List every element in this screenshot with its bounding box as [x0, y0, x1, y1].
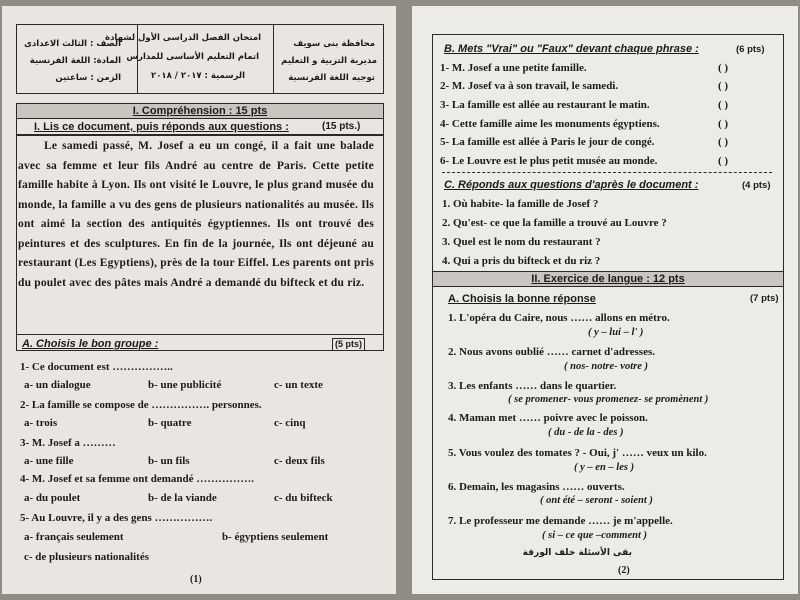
exercise-7: 7. Le professeur me demande …… je m'appelle. [448, 515, 673, 527]
part-b-title: B. Mets "Vrai" ou "Faux" devant chaque phrase : [444, 43, 699, 55]
question-4: 4- M. Josef et sa femme ont demandé ……………. [20, 473, 255, 485]
q3-option-a: a- une fille [24, 455, 74, 467]
header-right-line-2: مديرية التربية و التعليم [281, 56, 377, 66]
continue-on-back-note: بقى الأسئلة خلف الورقة [522, 548, 632, 558]
question-5: 5- Au Louvre, il y a des gens ……………. [20, 512, 213, 524]
q2-option-b: b- quatre [148, 417, 192, 429]
vf-answer-1[interactable]: ( ) [718, 62, 729, 74]
header-left-line-3: الزمن : ساعتين [55, 73, 121, 83]
q3-option-b: b- un fils [148, 455, 190, 467]
question-3: 3- M. Josef a ……… [20, 437, 116, 449]
reading-instruction: I. Lis ce document, puis réponds aux questions : [34, 121, 289, 133]
vf-answer-3[interactable]: ( ) [718, 99, 729, 111]
part-b-points: (6 pts) [736, 44, 765, 55]
part-a-points: (5 pts) [332, 338, 365, 351]
q5-option-a: a- français seulement [24, 531, 124, 543]
exercise-4-choices: ( du - de la - des ) [548, 427, 624, 438]
page-number-1: (1) [190, 574, 202, 585]
part-a2-points: (7 pts) [750, 293, 779, 304]
section-2-title [432, 271, 784, 287]
vf-statement-3: 3- La famille est allée au restaurant le matin. [440, 99, 650, 111]
reading-points: (15 pts.) [322, 121, 361, 132]
vf-answer-5[interactable]: ( ) [718, 136, 729, 148]
q1-option-a: a- un dialogue [24, 379, 91, 391]
exercise-2: 2. Nous avons oublié …… carnet d'adresses. [448, 346, 655, 358]
page-number-2: (2) [618, 565, 630, 576]
part-a-title: A. Choisis le bon groupe : [22, 338, 159, 350]
q2-option-c: c- cinq [274, 417, 306, 429]
q2-option-a: a- trois [24, 417, 58, 429]
exercise-6: 6. Demain, les magasins …… ouverts. [448, 481, 625, 493]
q4-option-c: c- du bifteck [274, 492, 333, 504]
header-left-line-1: الصف : الثالث الاعدادى [24, 39, 121, 49]
reading-passage: Le samedi passé, M. Josef a eu un congé, il a fait une balade avec sa femme et leur fils André au centre de Paris. Cette petite famille habite à Lyon. Ils ont visité le Louvre, le plus grand musée du monde, la famille a vu des gens de plusieurs nationalités au musée. Ils ont aimé la section des antiquités égyptiennes. Ils ont trouvé des peintures et des sculptures. En fin de la journée, Ils ont déjeuné au restaurant (Les Egyptiens), près de la tour Eiffel. Les parents ont pris du poulet avec des pâtes mais André a demandé du bifteck et du riz. [18, 140, 374, 289]
exercise-5-choices: ( y – en – les ) [574, 462, 635, 473]
vf-statement-1: 1- M. Josef a une petite famille. [440, 62, 587, 74]
exercise-7-choices: ( si – ce que –comment ) [542, 530, 647, 541]
exercise-1-choices: ( y – lui – l' ) [588, 327, 644, 338]
q3-option-c: c- deux fils [274, 455, 325, 467]
header-right-line-1: محافظة بنى سويف [293, 39, 375, 49]
q5-option-c: c- de plusieurs nationalités [24, 551, 149, 563]
vf-answer-6[interactable]: ( ) [718, 155, 729, 167]
vf-answer-4[interactable]: ( ) [718, 118, 729, 130]
exam-header [16, 24, 384, 94]
exercise-5: 5. Vous voulez des tomates ? - Oui, j' …… veux un kilo. [448, 447, 707, 459]
c-question-2: 2. Qu'est- ce que la famille a trouvé au Louvre ? [442, 217, 667, 229]
c-question-3: 3. Quel est le nom du restaurant ? [442, 236, 601, 248]
section-1-title [16, 103, 384, 119]
vf-statement-2: 2- M. Josef va à son travail, le samedi. [440, 80, 619, 92]
exam-page-2 [412, 6, 798, 594]
section-1-title-text: I. Compréhension : 15 pts [132, 105, 268, 117]
exam-page-1 [2, 6, 396, 594]
q5-option-b: b- égyptiens seulement [222, 531, 329, 543]
part-a2-title: A. Choisis la bonne réponse [448, 293, 596, 305]
c-question-1: 1. Où habite- la famille de Josef ? [442, 198, 599, 210]
vf-answer-2[interactable]: ( ) [718, 80, 729, 92]
header-center-line-2: اتمام التعليم الأساسى للمدارس [126, 52, 259, 62]
exercise-2-choices: ( nos- notre- votre ) [564, 361, 648, 372]
q4-option-a: a- du poulet [24, 492, 81, 504]
vf-statement-5: 5- La famille est allée à Paris le jour de congé. [440, 136, 655, 148]
exercise-1: 1. L'opéra du Caire, nous …… allons en métro. [448, 312, 670, 324]
question-1: 1- Ce document est …………….. [20, 361, 173, 373]
header-center-line-1: امتحان الفصل الدراسى الأول لشهادة [105, 33, 261, 43]
dashed-divider [442, 172, 772, 173]
exercise-3: 3. Les enfants …… dans le quartier. [448, 380, 617, 392]
part-c-title: C. Réponds aux questions d'après le document : [444, 179, 699, 191]
header-center-line-3: الرسمية : ٢٠١٧ / ٢٠١٨ [151, 71, 245, 81]
q1-option-c: c- un texte [274, 379, 323, 391]
q4-option-b: b- de la viande [148, 492, 217, 504]
header-left-line-2: المادة: اللغة الفرنسية [29, 56, 121, 66]
header-right-line-3: توجيه اللغة الفرنسية [288, 73, 375, 83]
question-2: 2- La famille se compose de ……………. personnes. [20, 399, 262, 411]
c-question-4: 4. Qui a pris du bifteck et du riz ? [442, 255, 601, 267]
part-c-points: (4 pts) [742, 180, 771, 191]
section-2-title-text: II. Exercice de langue : 12 pts [531, 273, 685, 285]
exercise-6-choices: ( ont été – seront - soient ) [540, 495, 653, 506]
exercise-4: 4. Maman met …… poivre avec le poisson. [448, 412, 648, 424]
vf-statement-6: 6- Le Louvre est le plus petit musée au monde. [440, 155, 658, 167]
exercise-3-choices: ( se promener- vous promenez- se promènent ) [508, 394, 709, 405]
q1-option-b: b- une publicité [148, 379, 222, 391]
vf-statement-4: 4- Cette famille aime les monuments égyptiens. [440, 118, 660, 130]
